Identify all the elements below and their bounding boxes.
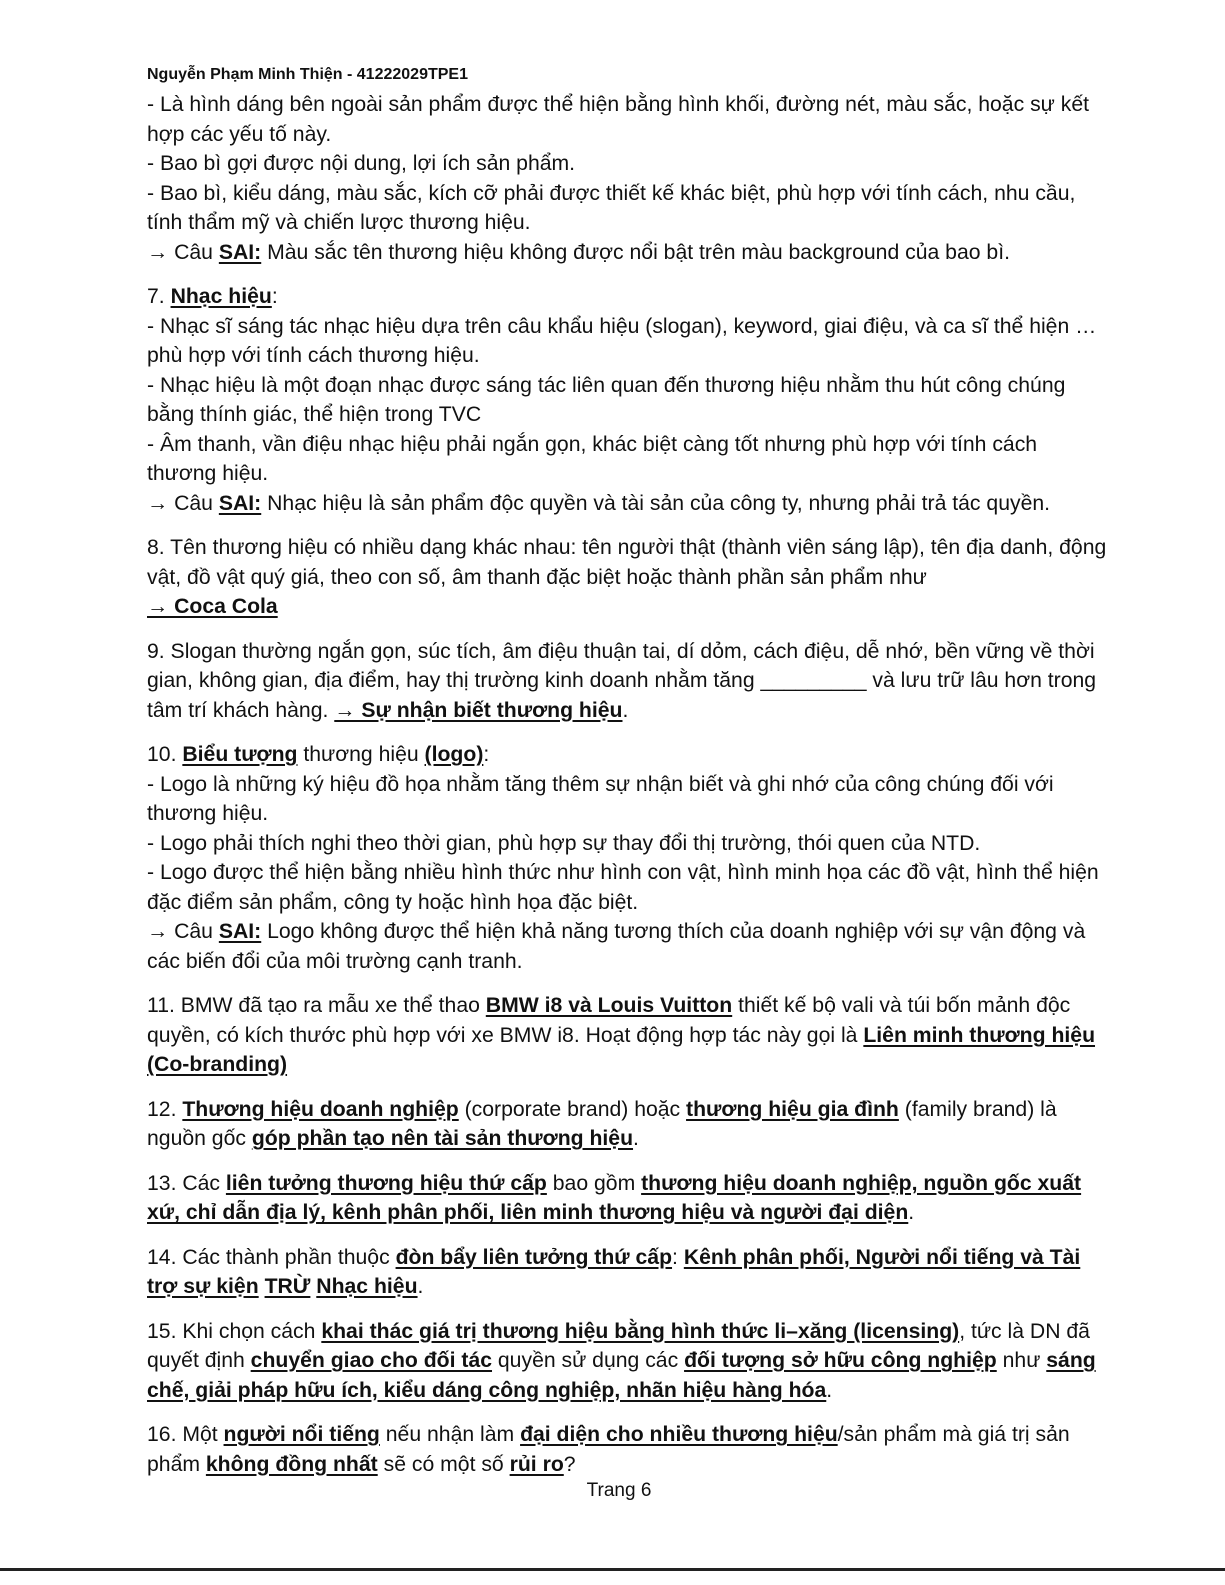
q7-line-1: - Nhạc sĩ sáng tác nhạc hiệu dựa trên câu khẩu hiệu (slogan), keyword, giai điệu, và ca sĩ thể hiện … phù hợp với tính cách thương hiệu.: [147, 314, 1097, 367]
q12-part-c: (corporate brand) hoặc: [458, 1097, 687, 1121]
q16-end: ?: [563, 1452, 576, 1476]
q9-text: [147, 637, 1107, 726]
q14-part-a: 14. Các thành phần thuộc: [147, 1245, 396, 1269]
q12-highlight-2: thương hiệu gia đình: [686, 1097, 899, 1121]
q11-part-a: 11. BMW đã tạo ra mẫu xe thể thao: [147, 994, 486, 1017]
q7-answer-text: Nhạc hiệu là sản phẩm độc quyền và tài sản của công ty, nhưng phải trả tác quyền.: [261, 491, 1051, 515]
q13-part-c: bao gồm: [546, 1171, 642, 1195]
q7-line-2: - Nhạc hiệu là một đoạn nhạc được sáng tác liên quan đến thương hiệu nhằm thu hút công chúng bằng thính giác, thể hiện trong TVC: [147, 373, 1066, 426]
section-q7: [147, 282, 1107, 518]
section-q14: [147, 1243, 1107, 1302]
arrow-text: → Câu: [147, 491, 219, 515]
q7-colon: :: [271, 285, 278, 308]
arrow-text: → Câu: [147, 240, 219, 264]
q15-highlight-1: khai thác giá trị thương hiệu bằng hình thức li–xăng (licensing): [321, 1319, 960, 1343]
q14-part-c: :: [672, 1245, 684, 1269]
q10-answer-key: SAI:: [218, 920, 262, 943]
q15-part-e: quyền sử dụng các: [492, 1349, 685, 1372]
q11-answer: Liên minh thương hiệu (Co-branding): [147, 1023, 1096, 1076]
q7-answer: [147, 489, 1107, 519]
q12-part-a: 12.: [147, 1097, 183, 1121]
q13-text: [147, 1169, 1107, 1228]
q9-end: .: [622, 698, 629, 722]
q14-except: TRỪ: [264, 1275, 311, 1298]
section-q10: [147, 740, 1107, 976]
q10-answer-text: Logo không được thể hiện khả năng tương thích của doanh nghiệp với sự vận động và các biến đổi của môi trường cạnh tranh.: [147, 920, 1086, 973]
q7-answer-key: SAI:: [218, 491, 262, 515]
q10-line-3: - Logo được thể hiện bằng nhiều hình thức như hình con vật, hình minh họa các đồ vật, hình thể hiện đặc điểm sản phẩm, công ty hoặc hình họa đặc biệt.: [147, 861, 1099, 914]
q13-end: .: [908, 1201, 915, 1224]
arrow-text: → Câu: [147, 920, 219, 943]
q10-line-1: - Logo là những ký hiệu đồ họa nhằm tăng thêm sự nhận biết và ghi nhớ của công chúng đối với thương hiệu.: [147, 772, 1054, 825]
q13-answer: thương hiệu doanh nghiệp, nguồn gốc xuất xứ, chỉ dẫn địa lý, kênh phân phối, liên minh thương hiệu và người đại diện: [147, 1171, 1082, 1224]
q8-text: 8. Tên thương hiệu có nhiều dạng khác nhau: tên người thật (thành viên sáng lập), tên địa danh, động vật, đồ vật quý giá, theo con số, âm thanh đặc biệt hoặc thành phần sản phẩm như: [147, 536, 1107, 589]
q12-text: [147, 1095, 1107, 1154]
q10-answer: [147, 917, 1107, 976]
q6-answer-key: SAI:: [218, 240, 262, 264]
q6-line-2: - Bao bì gợi được nội dung, lợi ích sản phẩm.: [147, 152, 576, 175]
q7-title: Nhạc hiệu: [170, 285, 272, 308]
q16-highlight-2: đại diện cho nhiều thương hiệu: [520, 1423, 838, 1446]
q15-end: .: [826, 1378, 833, 1402]
q9-question: 9. Slogan thường ngắn gọn, súc tích, âm điệu thuận tai, dí dỏm, cách điệu, dễ nhớ, bền vững về thời gian, không gian, địa điểm, hay thị trường kinh doanh nhằm tăng _________ và lưu trữ lâu hơn trong tâm trí khách hàng.: [147, 639, 1097, 722]
q16-part-c: nếu nhận làm: [379, 1423, 521, 1446]
q6-line-1: - Là hình dáng bên ngoài sản phẩm được thể hiện bằng hình khối, đường nét, màu sắc, hoặc sự kết hợp các yếu tố này.: [147, 93, 1089, 146]
section-q6: [147, 90, 1107, 267]
q11-highlight-1: BMW i8 và Louis Vuitton: [485, 994, 733, 1017]
q9-answer: → Sự nhận biết thương hiệu: [334, 698, 623, 722]
q14-answer: Nhạc hiệu: [316, 1275, 418, 1298]
document-page: [147, 60, 1107, 1479]
q15-part-g: như: [996, 1349, 1047, 1372]
q16-highlight-3: không đồng nhất: [205, 1452, 378, 1476]
q16-part-a: 16. Một: [147, 1423, 224, 1446]
section-q13: [147, 1169, 1107, 1228]
q10-title-3: (logo): [424, 743, 484, 766]
q14-text: [147, 1243, 1107, 1302]
q6-answer: [147, 238, 1107, 268]
section-q11: [147, 991, 1107, 1080]
q16-part-e: /sản phẩm mà giá trị sản phẩm: [147, 1423, 1070, 1476]
q7-heading: [147, 282, 1107, 312]
q15-highlight-3: đối tượng sở hữu công nghiệp: [684, 1349, 997, 1372]
q12-highlight-1: Thương hiệu doanh nghiệp: [182, 1097, 459, 1121]
q10-colon: :: [483, 743, 490, 766]
page-header: Nguyễn Phạm Minh Thiện - 41222029TPE1: [147, 66, 468, 83]
section-q16: [147, 1420, 1107, 1479]
q7-line-3: - Âm thanh, vần điệu nhạc hiệu phải ngắn gọn, khác biệt càng tốt nhưng phù hợp với tính cách thương hiệu.: [147, 432, 1038, 485]
q6-line-3: - Bao bì, kiểu dáng, màu sắc, kích cỡ phải được thiết kế khác biệt, phù hợp với tính cách, nhu cầu, tính thẩm mỹ và chiến lược thương hiệu.: [147, 181, 1076, 234]
page-number: Trang 6: [586, 1480, 652, 1501]
q6-answer-text: Màu sắc tên thương hiệu không được nổi bật trên màu background của bao bì.: [261, 240, 1010, 264]
section-q15: [147, 1317, 1107, 1406]
q15-answer: sáng chế, giải pháp hữu ích, kiểu dáng công nghiệp, nhãn hiệu hàng hóa: [147, 1349, 1096, 1402]
q10-line-2: - Logo phải thích nghi theo thời gian, phù hợp sự thay đổi thị trường, thói quen của NTD.: [147, 831, 981, 855]
q10-heading: [147, 740, 1107, 770]
q15-part-c: , tức là DN đã quyết định: [147, 1319, 1090, 1372]
q13-highlight-1: liên tưởng thương hiệu thứ cấp: [225, 1171, 547, 1195]
q12-end: .: [633, 1127, 639, 1150]
q16-part-g: sẽ có một số: [377, 1452, 510, 1476]
q11-part-c: thiết kế bộ vali và túi bốn mảnh độc quyền, có kích thước phù hợp với xe BMW i8. Hoạt động hợp tác này gọi là: [147, 994, 1071, 1047]
q15-part-a: 15. Khi chọn cách: [147, 1319, 322, 1343]
q16-highlight-1: người nổi tiếng: [223, 1423, 380, 1446]
q15-text: [147, 1317, 1107, 1406]
section-q9: [147, 637, 1107, 726]
q10-number: 10.: [147, 743, 183, 766]
q13-part-a: 13. Các: [147, 1171, 226, 1195]
q12-answer: góp phần tạo nên tài sản thương hiệu: [251, 1127, 634, 1150]
q16-text: [147, 1420, 1107, 1479]
q16-answer: rủi ro: [509, 1452, 564, 1476]
section-q8: [147, 533, 1107, 622]
q15-highlight-2: chuyển giao cho đối tác: [250, 1349, 493, 1372]
q12-part-e: (family brand) là nguồn gốc: [147, 1097, 1057, 1150]
q11-text: [147, 991, 1107, 1080]
q7-number: 7.: [147, 285, 171, 308]
section-q12: [147, 1095, 1107, 1154]
q10-title-2: thương hiệu: [297, 743, 425, 766]
q14-highlight-1: đòn bẩy liên tưởng thứ cấp: [395, 1245, 673, 1269]
q8-answer: → Coca Cola: [147, 595, 278, 618]
q10-title-1: Biểu tượng: [182, 743, 298, 766]
q14-end: .: [417, 1275, 424, 1298]
page-bottom-divider: [0, 1568, 1225, 1571]
q14-highlight-2: Kênh phân phối, Người nổi tiếng và Tài trợ sự kiện: [147, 1245, 1081, 1298]
